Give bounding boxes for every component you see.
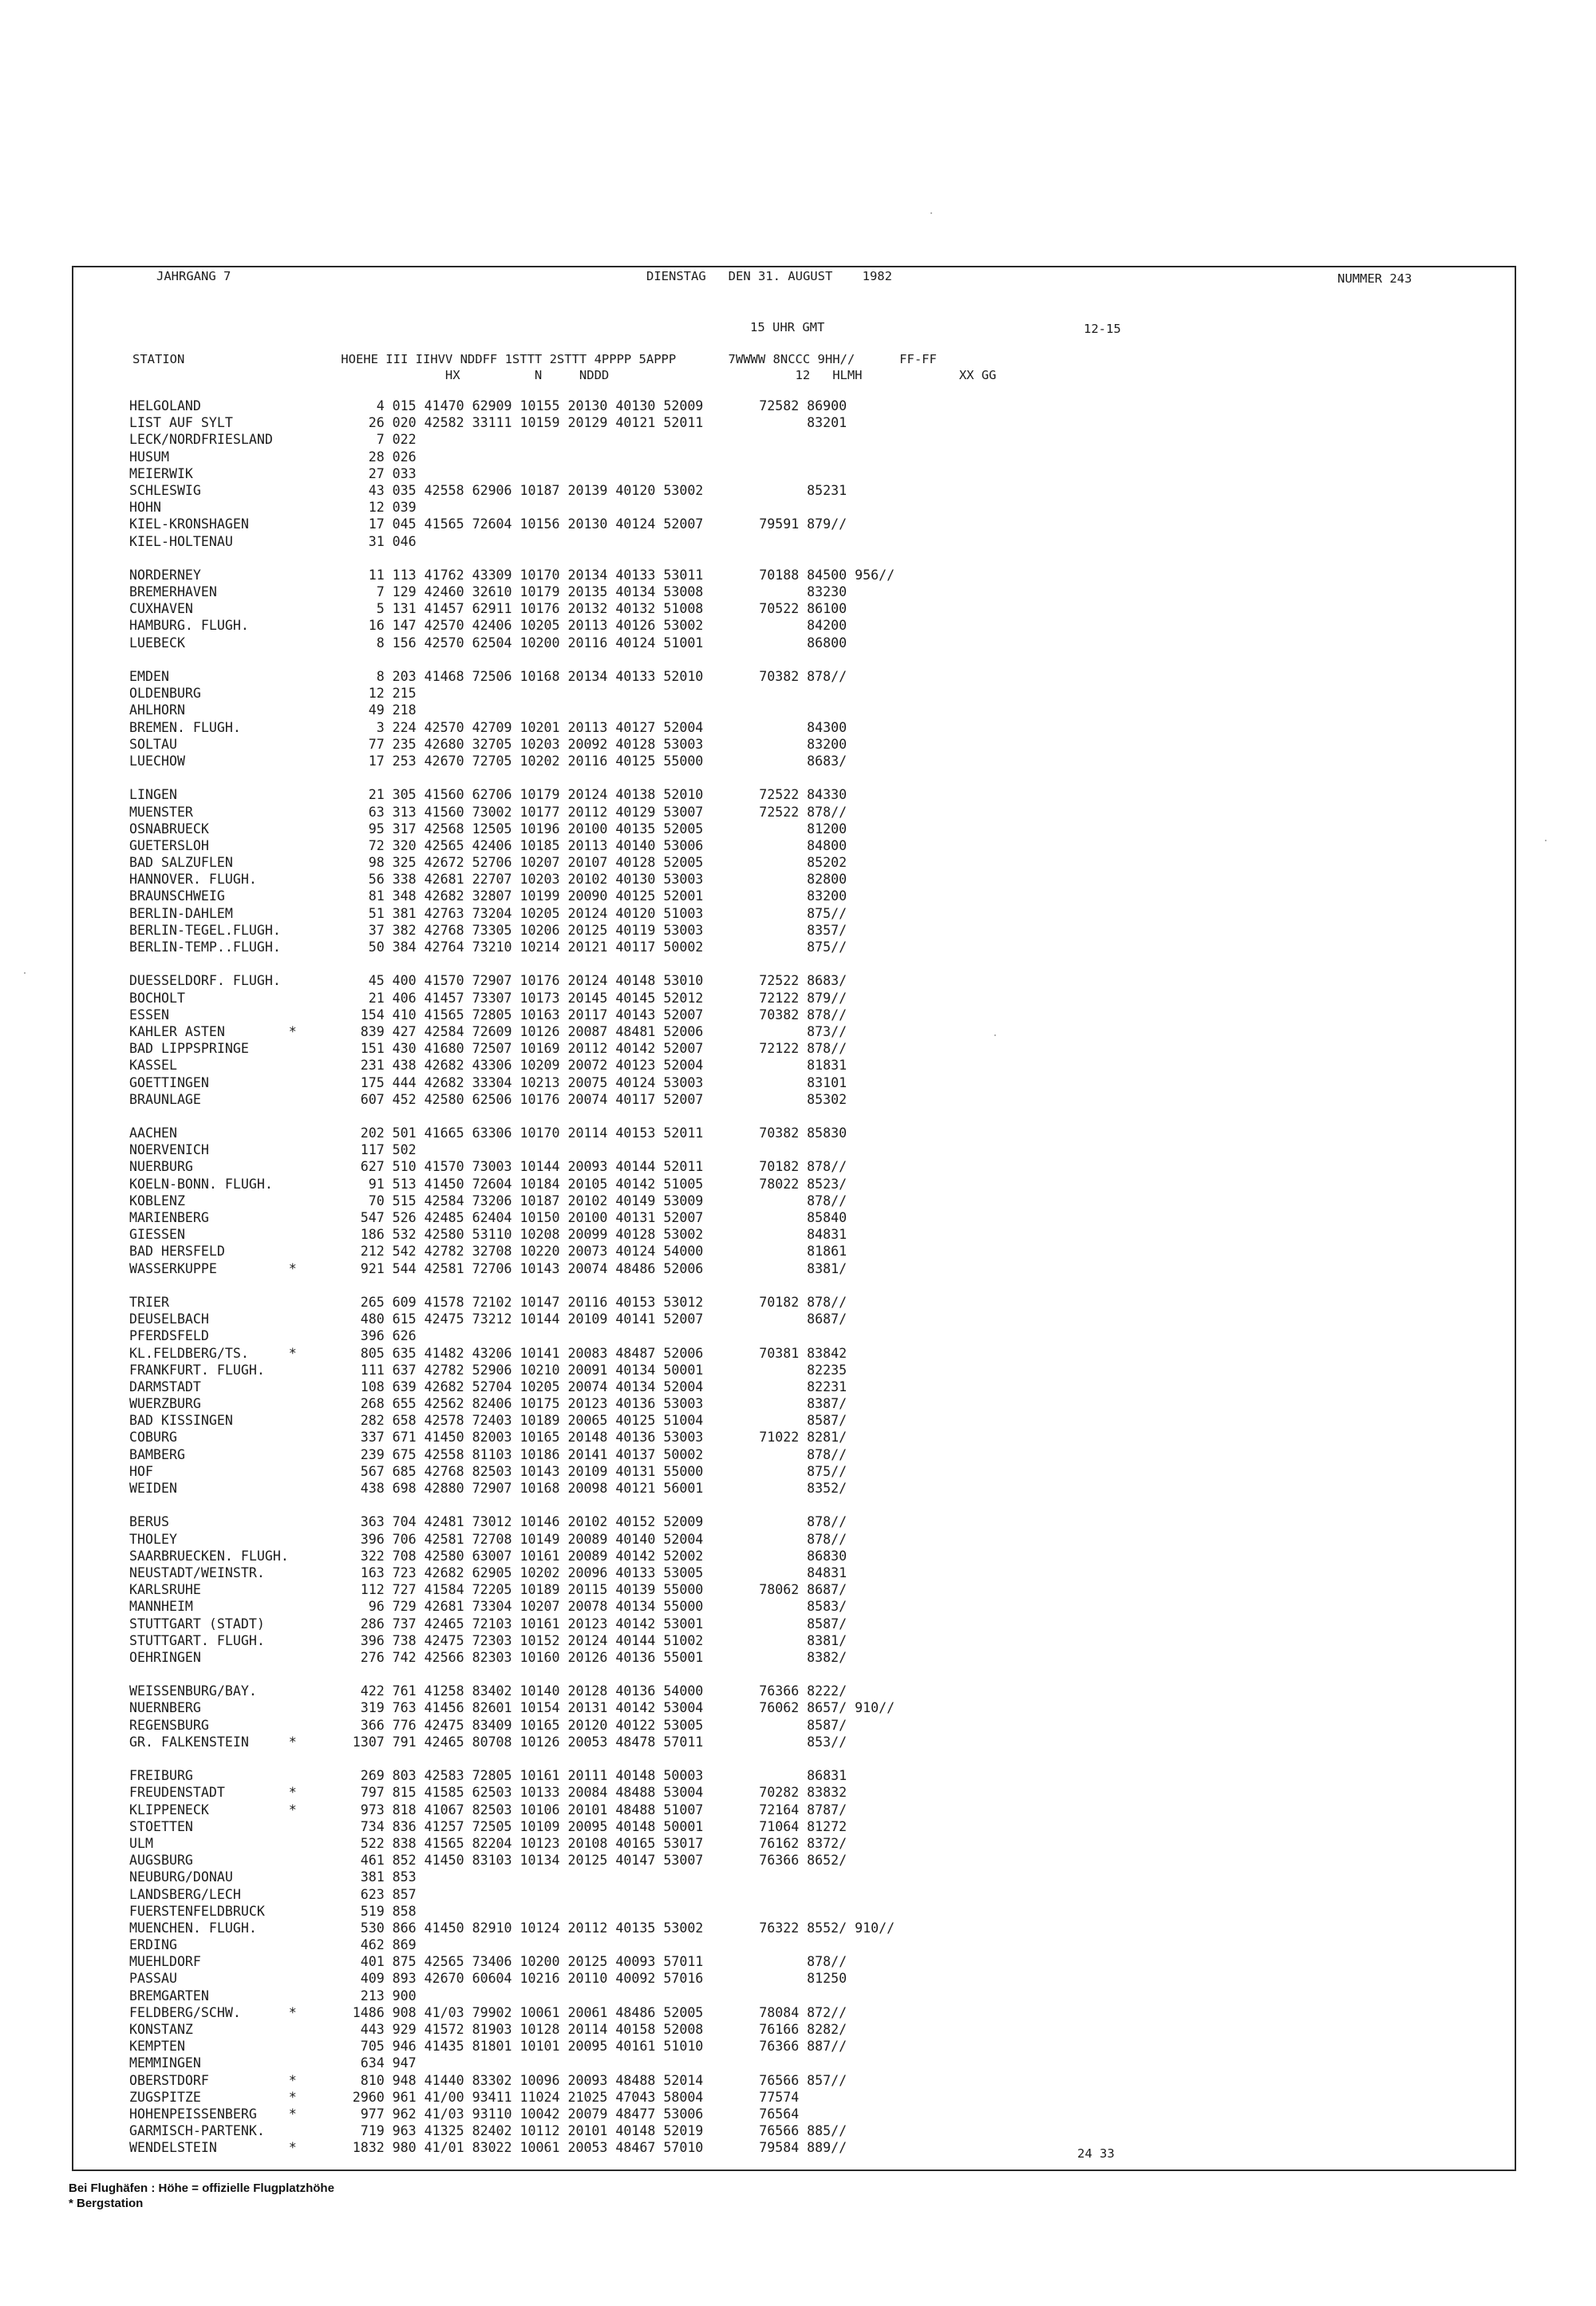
station-row: STUTTGART (STADT) 286 737 42465 72103 10161 20123 40142 53001 8587/ bbox=[129, 1616, 847, 1632]
station-row: WASSERKUPPE * 921 544 42581 72706 10143 20074 48486 52006 8381/ bbox=[129, 1260, 847, 1276]
station-row: BERUS 363 704 42481 73012 10146 20102 40152 52009 878// bbox=[129, 1514, 847, 1530]
station-row: NEUBURG/DONAU 381 853 bbox=[129, 1869, 417, 1885]
station-row: WEIDEN 438 698 42880 72907 10168 20098 40121 56001 8352/ bbox=[129, 1481, 847, 1496]
station-row: STOETTEN 734 836 41257 72505 10109 20095 40148 50001 71064 81272 bbox=[129, 1818, 847, 1834]
station-row: LECK/NORDFRIESLAND 7 022 bbox=[129, 432, 417, 448]
station-row: THOLEY 396 706 42581 72708 10149 20089 40140 52004 878// bbox=[129, 1531, 847, 1547]
station-row: ESSEN 154 410 41565 72805 10163 20117 40143 52007 70382 878// bbox=[129, 1007, 847, 1022]
group-separator bbox=[129, 1277, 895, 1294]
station-row: LIST AUF SYLT 26 020 42582 33111 10159 20129 40121 52011 83201 bbox=[129, 415, 847, 431]
station-row: ERDING 462 869 bbox=[129, 1937, 417, 1953]
scan-speck bbox=[24, 972, 26, 974]
station-row: KL.FELDBERG/TS. * 805 635 41482 43206 10141 20083 48487 52006 70381 83842 bbox=[129, 1345, 847, 1361]
station-row: BREMGARTEN 213 900 bbox=[129, 1988, 417, 2003]
station-row: DEUSELBACH 480 615 42475 73212 10144 20109 40141 52007 8687/ bbox=[129, 1311, 847, 1327]
station-row: ULM 522 838 41565 82204 10123 20108 40165 53017 76162 8372/ bbox=[129, 1835, 847, 1851]
station-row: KASSEL 231 438 42682 43306 10209 20072 40123 52004 81831 bbox=[129, 1058, 847, 1074]
station-row: HELGOLAND 4 015 41470 62909 10155 20130 40130 52009 72582 86900 bbox=[129, 398, 847, 413]
station-row: HAMBURG. FLUGH. 16 147 42570 42406 10205 20113 40126 53002 84200 bbox=[129, 618, 847, 634]
station-row: KEMPTEN 705 946 41435 81801 10101 20095 40161 51010 76366 887// bbox=[129, 2039, 847, 2055]
station-row: GR. FALKENSTEIN * 1307 791 42465 80708 10126 20053 48478 57011 853// bbox=[129, 1734, 847, 1750]
scan-speck bbox=[994, 1034, 996, 1036]
group-separator bbox=[129, 1108, 895, 1125]
group-separator bbox=[129, 955, 895, 972]
station-table bbox=[129, 398, 895, 2157]
station-row: BREMERHAVEN 7 129 42460 32610 10179 20135 40134 53008 83230 bbox=[129, 584, 847, 600]
station-row: AHLHORN 49 218 bbox=[129, 702, 417, 718]
scan-speck bbox=[1545, 840, 1547, 841]
station-row: NEUSTADT/WEINSTR. 163 723 42682 62905 10202 20096 40133 53005 84831 bbox=[129, 1564, 847, 1580]
station-row: HOHENPEISSENBERG * 977 962 41/03 93110 10042 20079 48477 53006 76564 bbox=[129, 2106, 800, 2122]
station-row: KIEL-KRONSHAGEN 17 045 41565 72604 10156 20130 40124 52007 79591 879// bbox=[129, 516, 847, 532]
column-header-line2: HX N NDDD 12 HLMH XX GG bbox=[132, 368, 997, 382]
issue-number: NUMMER 243 bbox=[1337, 271, 1412, 286]
station-row: FREIBURG 269 803 42583 72805 10161 20111 40148 50003 86831 bbox=[129, 1768, 847, 1784]
footnote-mountain-station: * Bergstation bbox=[69, 2197, 144, 2210]
station-row: SCHLESWIG 43 035 42558 62906 10187 20139 40120 53002 85231 bbox=[129, 482, 847, 498]
station-row: BERLIN-TEMP..FLUGH. 50 384 42764 73210 10214 20121 40117 50002 875// bbox=[129, 939, 847, 955]
station-row: FREUDENSTADT * 797 815 41585 62503 10133 20084 48488 53004 70282 83832 bbox=[129, 1785, 847, 1801]
station-row: GARMISCH-PARTENK. 719 963 41325 82402 10112 20101 40148 52019 76566 885// bbox=[129, 2123, 847, 2139]
station-row: ZUGSPITZE * 2960 961 41/00 93411 11024 21025 47043 58004 77574 bbox=[129, 2089, 800, 2105]
station-row: PASSAU 409 893 42670 60604 10216 20110 40092 57016 81250 bbox=[129, 1971, 847, 1987]
station-row: WUERZBURG 268 655 42562 82406 10175 20123 40136 53003 8387/ bbox=[129, 1396, 847, 1412]
station-row: FUERSTENFELDBRUCK 519 858 bbox=[129, 1903, 417, 1919]
station-row: KARLSRUHE 112 727 41584 72205 10189 20115 40139 55000 78062 8687/ bbox=[129, 1582, 847, 1598]
station-row: NOERVENICH 117 502 bbox=[129, 1142, 417, 1158]
station-row: LUECHOW 17 253 42670 72705 10202 20116 40125 55000 8683/ bbox=[129, 753, 847, 769]
station-row: NUERNBERG 319 763 41456 82601 10154 20131 40142 53004 76062 8657/ 910// bbox=[129, 1700, 895, 1716]
station-row: MANNHEIM 96 729 42681 73304 10207 20078 40134 55000 8583/ bbox=[129, 1599, 847, 1615]
page-marker: 24 33 bbox=[1077, 2146, 1115, 2161]
station-row: BRAUNSCHWEIG 81 348 42682 32807 10199 20090 40125 52001 83200 bbox=[129, 888, 847, 904]
time-range: 12-15 bbox=[1084, 322, 1121, 336]
volume-label: JAHRGANG 7 bbox=[156, 269, 231, 283]
station-row: BREMEN. FLUGH. 3 224 42570 42709 10201 20113 40127 52004 84300 bbox=[129, 719, 847, 735]
station-row: LUEBECK 8 156 42570 62504 10200 20116 40124 51001 86800 bbox=[129, 635, 847, 651]
station-row: NUERBURG 627 510 41570 73003 10144 20093 40144 52011 70182 878// bbox=[129, 1159, 847, 1175]
station-row: EMDEN 8 203 41468 72506 10168 20134 40133 52010 70382 878// bbox=[129, 669, 847, 684]
station-row: COBURG 337 671 41450 82003 10165 20148 40136 53003 71022 8281/ bbox=[129, 1430, 847, 1446]
station-row: KONSTANZ 443 929 41572 81903 10128 20114 40158 52008 76166 8282/ bbox=[129, 2022, 847, 2037]
station-row: BOCHOLT 21 406 41457 73307 10173 20145 40145 52012 72122 879// bbox=[129, 990, 847, 1006]
station-row: MEIERWIK 27 033 bbox=[129, 465, 417, 481]
group-separator bbox=[129, 1497, 895, 1513]
station-row: FRANKFURT. FLUGH. 111 637 42782 52906 10210 20091 40134 50001 82235 bbox=[129, 1362, 847, 1378]
station-row: NORDERNEY 11 113 41762 43309 10170 20134 40133 53011 70188 84500 956// bbox=[129, 567, 895, 583]
station-row: KLIPPENECK * 973 818 41067 82503 10106 20101 48488 51007 72164 8787/ bbox=[129, 1802, 847, 1818]
station-row: OSNABRUECK 95 317 42568 12505 10196 20100 40135 52005 81200 bbox=[129, 821, 847, 837]
station-row: LINGEN 21 305 41560 62706 10179 20124 40138 52010 72522 84330 bbox=[129, 787, 847, 803]
station-row: HOF 567 685 42768 82503 10143 20109 40131 55000 875// bbox=[129, 1463, 847, 1479]
station-row: BAD HERSFELD 212 542 42782 32708 10220 20073 40124 54000 81861 bbox=[129, 1244, 847, 1260]
station-row: MUENSTER 63 313 41560 73002 10177 20112 40129 53007 72522 878// bbox=[129, 804, 847, 820]
station-row: LANDSBERG/LECH 623 857 bbox=[129, 1886, 417, 1902]
station-row: MARIENBERG 547 526 42485 62404 10150 20100 40131 52007 85840 bbox=[129, 1210, 847, 1225]
group-separator bbox=[129, 651, 895, 668]
footnotes bbox=[69, 2181, 334, 2211]
station-row: BAMBERG 239 675 42558 81103 10186 20141 40137 50002 878// bbox=[129, 1446, 847, 1462]
footnote-airport-elevation: Bei Flughäfen : Höhe = offizielle Flugplatzhöhe bbox=[69, 2181, 334, 2195]
station-row: REGENSBURG 366 776 42475 83409 10165 20120 40122 53005 8587/ bbox=[129, 1717, 847, 1733]
date-label: DIENSTAG DEN 31. AUGUST 1982 bbox=[646, 269, 892, 283]
station-row: BRAUNLAGE 607 452 42580 62506 10176 20074 40117 52007 85302 bbox=[129, 1091, 847, 1107]
station-row: OEHRINGEN 276 742 42566 82303 10160 20126 40136 55001 8382/ bbox=[129, 1649, 847, 1665]
station-row: HOHN 12 039 bbox=[129, 500, 417, 516]
station-row: SAARBRUECKEN. FLUGH. 322 708 42580 63007 10161 20089 40142 52002 86830 bbox=[129, 1548, 847, 1564]
group-separator bbox=[129, 769, 895, 786]
station-row: GIESSEN 186 532 42580 53110 10208 20099 40128 53002 84831 bbox=[129, 1227, 847, 1243]
column-header-line1: STATION HOEHE III IIHVV NDDFF 1STTT 2STTT 4PPPP 5APPP 7WWWW 8NCCC 9HH// FF-FF bbox=[132, 352, 937, 366]
station-row: DARMSTADT 108 639 42682 52704 10205 20074 40134 52004 82231 bbox=[129, 1378, 847, 1394]
station-row: FELDBERG/SCHW. * 1486 908 41/03 79902 10061 20061 48486 52005 78084 872// bbox=[129, 2004, 847, 2020]
station-row: BAD KISSINGEN 282 658 42578 72403 10189 20065 40125 51004 8587/ bbox=[129, 1413, 847, 1429]
station-row: KIEL-HOLTENAU 31 046 bbox=[129, 533, 417, 549]
group-separator bbox=[129, 1666, 895, 1683]
station-row: BERLIN-TEGEL.FLUGH. 37 382 42768 73305 10206 20125 40119 53003 8357/ bbox=[129, 922, 847, 938]
scan-speck bbox=[930, 212, 932, 214]
station-row: TRIER 265 609 41578 72102 10147 20116 40153 53012 70182 878// bbox=[129, 1294, 847, 1310]
station-row: KAHLER ASTEN * 839 427 42584 72609 10126 20087 48481 52006 873// bbox=[129, 1023, 847, 1039]
group-separator bbox=[129, 550, 895, 567]
station-row: HANNOVER. FLUGH. 56 338 42681 22707 10203 20102 40130 53003 82800 bbox=[129, 872, 847, 888]
station-row: BAD SALZUFLEN 98 325 42672 52706 10207 20107 40128 52005 85202 bbox=[129, 855, 847, 871]
station-row: DUESSELDORF. FLUGH. 45 400 41570 72907 10176 20124 40148 53010 72522 8683/ bbox=[129, 973, 847, 989]
observation-time: 15 UHR GMT bbox=[750, 320, 825, 334]
station-row: KOELN-BONN. FLUGH. 91 513 41450 72604 10184 20105 40142 51005 78022 8523/ bbox=[129, 1176, 847, 1192]
station-row: GOETTINGEN 175 444 42682 33304 10213 20075 40124 53003 83101 bbox=[129, 1074, 847, 1090]
station-row: HUSUM 28 026 bbox=[129, 449, 417, 465]
station-row: AUGSBURG 461 852 41450 83103 10134 20125 40147 53007 76366 8652/ bbox=[129, 1853, 847, 1869]
station-row: WEISSENBURG/BAY. 422 761 41258 83402 10140 20128 40136 54000 76366 8222/ bbox=[129, 1683, 847, 1699]
station-row: WENDELSTEIN * 1832 980 41/01 83022 10061 20053 48467 57010 79584 889// bbox=[129, 2140, 847, 2156]
station-row: OBERSTDORF * 810 948 41440 83302 10096 20093 48488 52014 76566 857// bbox=[129, 2072, 847, 2088]
station-row: STUTTGART. FLUGH. 396 738 42475 72303 10152 20124 40144 51002 8381/ bbox=[129, 1632, 847, 1648]
station-row: AACHEN 202 501 41665 63306 10170 20114 40153 52011 70382 85830 bbox=[129, 1125, 847, 1141]
station-row: PFERDSFELD 396 626 bbox=[129, 1328, 417, 1344]
station-row: OLDENBURG 12 215 bbox=[129, 686, 417, 702]
station-row: KOBLENZ 70 515 42584 73206 10187 20102 40149 53009 878// bbox=[129, 1193, 847, 1208]
station-row: MUEHLDORF 401 875 42565 73406 10200 20125 40093 57011 878// bbox=[129, 1954, 847, 1970]
group-separator bbox=[129, 1750, 895, 1767]
station-row: BAD LIPPSPRINGE 151 430 41680 72507 10169 20112 40142 52007 72122 878// bbox=[129, 1041, 847, 1057]
station-row: MEMMINGEN 634 947 bbox=[129, 2055, 417, 2071]
station-row: SOLTAU 77 235 42680 32705 10203 20092 40128 53003 83200 bbox=[129, 736, 847, 752]
station-row: GUETERSLOH 72 320 42565 42406 10185 20113 40140 53006 84800 bbox=[129, 837, 847, 853]
station-row: CUXHAVEN 5 131 41457 62911 10176 20132 40132 51008 70522 86100 bbox=[129, 601, 847, 617]
station-row: MUENCHEN. FLUGH. 530 866 41450 82910 10124 20112 40135 53002 76322 8552/ 910// bbox=[129, 1920, 895, 1936]
station-row: BERLIN-DAHLEM 51 381 42763 73204 10205 20124 40120 51003 875// bbox=[129, 905, 847, 921]
